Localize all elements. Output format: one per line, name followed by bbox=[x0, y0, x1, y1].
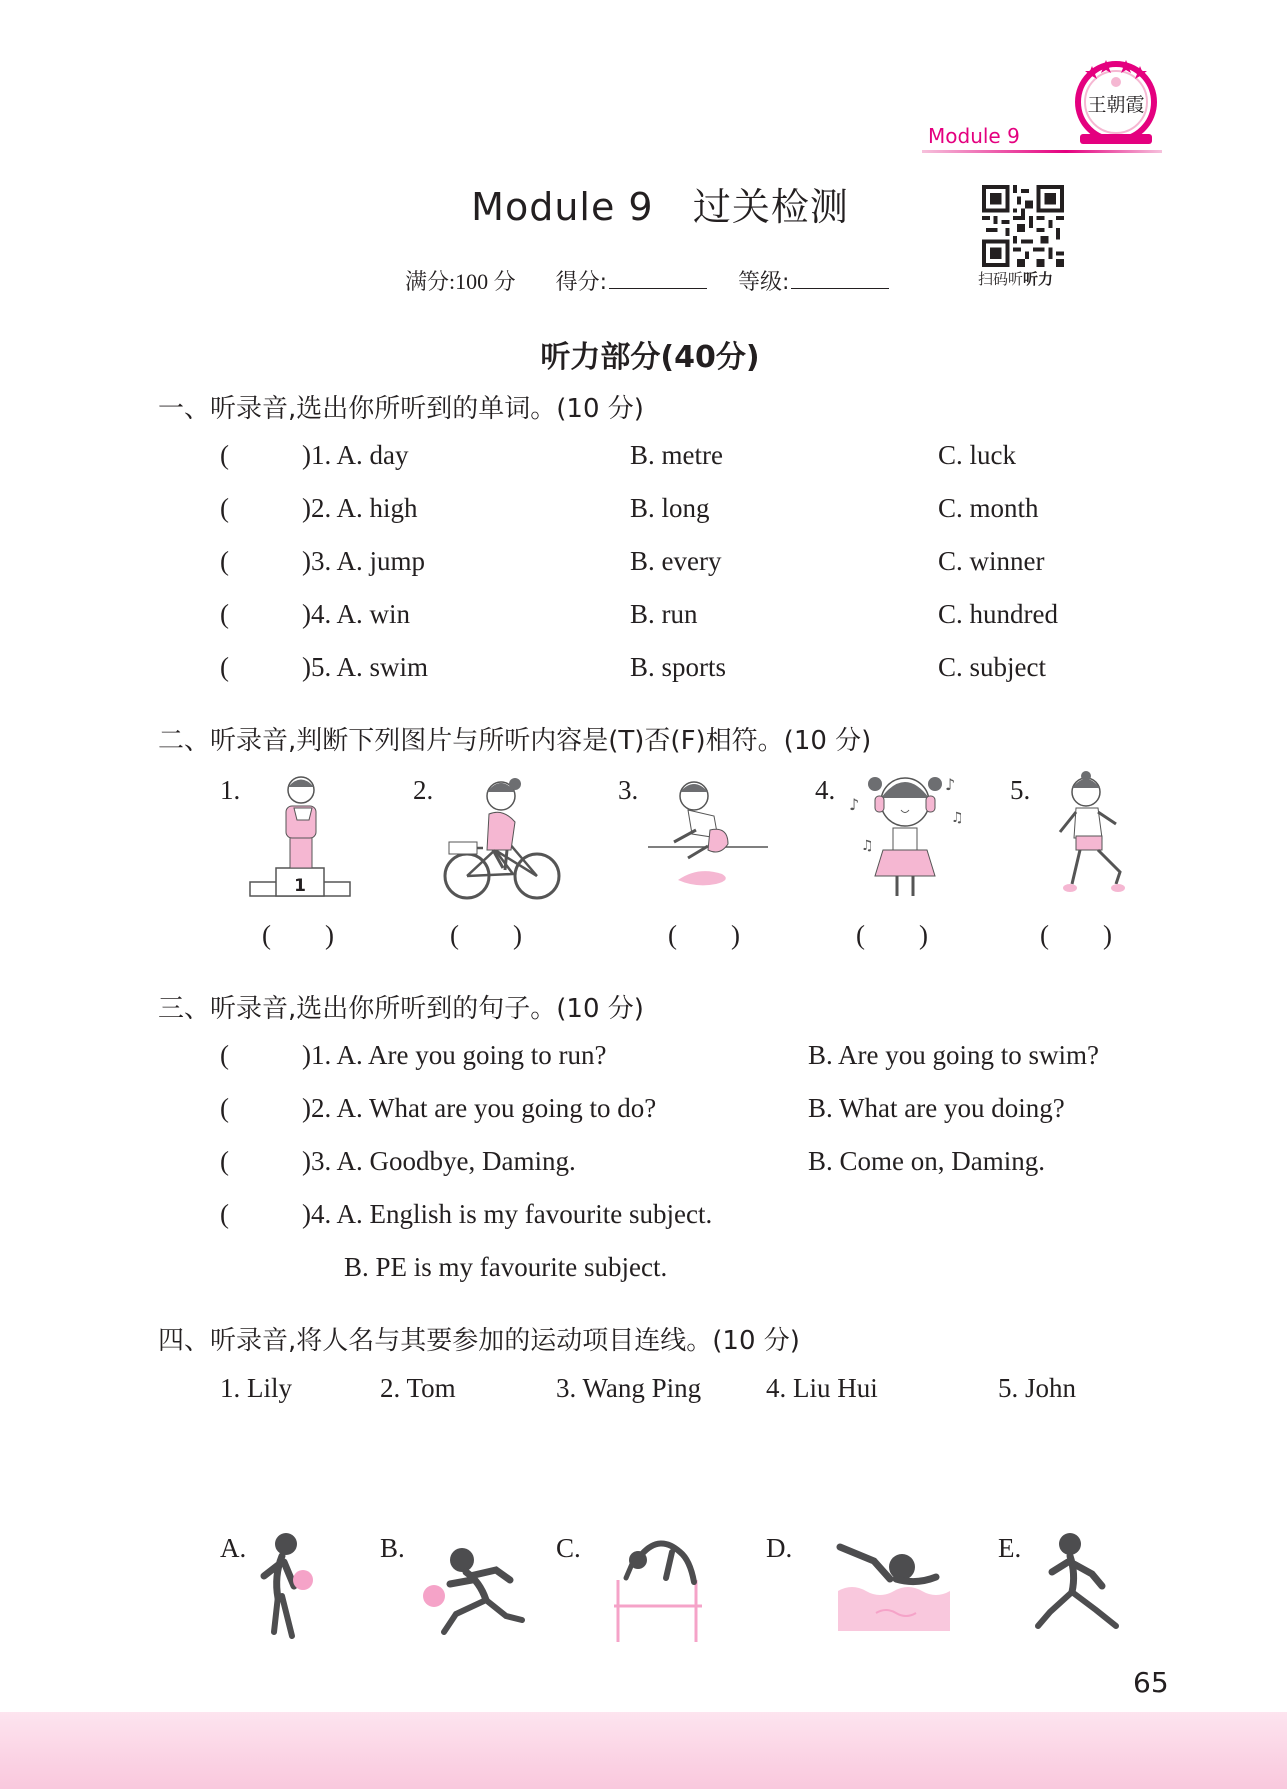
option-c: C. month bbox=[938, 493, 1039, 523]
winner-podium-picture bbox=[246, 770, 356, 900]
football-figure-icon[interactable] bbox=[414, 1540, 534, 1640]
option-c: C. subject bbox=[938, 652, 1046, 682]
option-b: B. Come on, Daming. bbox=[808, 1146, 1045, 1176]
option-label: A. bbox=[220, 1533, 247, 1563]
answer-paren[interactable]: ( bbox=[220, 599, 229, 629]
answer-paren[interactable]: ( ) bbox=[262, 920, 334, 950]
answer-paren[interactable]: ( ) bbox=[668, 920, 740, 950]
qr-code-icon[interactable] bbox=[982, 185, 1064, 267]
answer-paren[interactable]: ( bbox=[220, 440, 229, 470]
picture-number: 5. bbox=[1010, 775, 1031, 805]
section2-title: 二、听录音,判断下列图片与所听内容是(T)否(F)相符。(10 分) bbox=[158, 726, 872, 756]
answer-paren[interactable]: ( bbox=[220, 1146, 229, 1176]
header-divider bbox=[922, 150, 1162, 153]
picture-number: 1. bbox=[220, 775, 241, 805]
option-label: E. bbox=[998, 1533, 1022, 1563]
answer-paren[interactable]: ( bbox=[220, 546, 229, 576]
svg-text:♫: ♫ bbox=[951, 810, 964, 826]
basketball-figure-icon[interactable] bbox=[252, 1530, 322, 1645]
option-a: )3. A. Goodbye, Daming. bbox=[302, 1146, 576, 1176]
option-c: C. winner bbox=[938, 546, 1045, 576]
section3-title: 三、听录音,选出你所听到的句子。(10 分) bbox=[158, 994, 644, 1024]
cycling-girl-picture bbox=[443, 770, 563, 905]
svg-text:♪: ♪ bbox=[945, 775, 956, 794]
answer-paren[interactable]: ( ) bbox=[856, 920, 928, 950]
name-item[interactable]: 2. Tom bbox=[380, 1373, 456, 1403]
module-tag: Module 9 bbox=[928, 124, 1020, 148]
name-item[interactable]: 1. Lily bbox=[220, 1373, 292, 1403]
footer-band bbox=[0, 1712, 1287, 1789]
option-a: )4. A. English is my favourite subject. bbox=[302, 1199, 713, 1229]
grade-blank[interactable] bbox=[791, 288, 889, 289]
picture-number: 4. bbox=[815, 775, 836, 805]
listening-heading: 听力部分(40分) bbox=[540, 340, 760, 375]
page-number: 65 bbox=[1133, 1666, 1169, 1699]
svg-text:♫: ♫ bbox=[861, 838, 874, 854]
option-b: B. sports bbox=[630, 652, 727, 682]
option-a: )3. A. jump bbox=[302, 546, 426, 576]
name-item[interactable]: 4. Liu Hui bbox=[766, 1373, 878, 1403]
option-label: D. bbox=[766, 1533, 793, 1563]
section4-title: 四、听录音,将人名与其要参加的运动项目连线。(10 分) bbox=[158, 1326, 800, 1356]
option-a: )2. A. high bbox=[302, 493, 418, 523]
option-b: B. Are you going to swim? bbox=[808, 1040, 1099, 1070]
option-b: B. long bbox=[630, 493, 710, 523]
running-figure-icon[interactable] bbox=[1030, 1530, 1120, 1645]
option-a: )1. A. day bbox=[302, 440, 409, 470]
svg-text:♪: ♪ bbox=[849, 795, 860, 814]
answer-paren[interactable]: ( bbox=[220, 1093, 229, 1123]
long-jump-boy-picture bbox=[648, 770, 770, 895]
section1-title: 一、听录音,选出你所听到的单词。(10 分) bbox=[158, 394, 644, 424]
grade-label: 等级: bbox=[738, 270, 790, 295]
answer-paren[interactable]: ( bbox=[220, 1199, 229, 1229]
option-a: )4. A. win bbox=[302, 599, 410, 629]
svg-text:1: 1 bbox=[294, 876, 306, 896]
option-label: C. bbox=[556, 1533, 581, 1563]
score-blank[interactable] bbox=[609, 288, 707, 289]
music-girl-picture bbox=[845, 770, 967, 905]
answer-paren[interactable]: ( bbox=[220, 1040, 229, 1070]
picture-number: 3. bbox=[618, 775, 639, 805]
name-item[interactable]: 5. John bbox=[998, 1373, 1077, 1403]
page-title: Module 9 过关检测 bbox=[471, 185, 849, 229]
option-b: B. PE is my favourite subject. bbox=[344, 1252, 668, 1282]
full-score-label: 满分:100 分 bbox=[405, 269, 516, 294]
option-a: )2. A. What are you going to do? bbox=[302, 1093, 657, 1123]
option-a: )1. A. Are you going to run? bbox=[302, 1040, 607, 1070]
running-girl-picture bbox=[1040, 770, 1140, 905]
answer-paren[interactable]: ( ) bbox=[1040, 920, 1112, 950]
answer-paren[interactable]: ( bbox=[220, 493, 229, 523]
option-c: C. luck bbox=[938, 440, 1016, 470]
option-a: )5. A. swim bbox=[302, 652, 429, 682]
name-item[interactable]: 3. Wang Ping bbox=[556, 1373, 702, 1403]
qr-caption: 扫码听听力 bbox=[978, 270, 1054, 288]
option-b: B. metre bbox=[630, 440, 723, 470]
swimming-figure-icon[interactable] bbox=[836, 1535, 956, 1635]
option-c: C. hundred bbox=[938, 599, 1058, 629]
answer-paren[interactable]: ( bbox=[220, 652, 229, 682]
picture-number: 2. bbox=[413, 775, 434, 805]
score-line bbox=[405, 265, 913, 296]
svg-text:王朝霞: 王朝霞 bbox=[1087, 94, 1145, 116]
brand-logo bbox=[1072, 58, 1160, 154]
high-jump-figure-icon[interactable] bbox=[612, 1530, 704, 1645]
option-b: B. run bbox=[630, 599, 698, 629]
score-label: 得分: bbox=[555, 270, 608, 295]
answer-paren[interactable]: ( ) bbox=[450, 920, 522, 950]
option-b: B. every bbox=[630, 546, 722, 576]
option-label: B. bbox=[380, 1533, 405, 1563]
option-b: B. What are you doing? bbox=[808, 1093, 1065, 1123]
